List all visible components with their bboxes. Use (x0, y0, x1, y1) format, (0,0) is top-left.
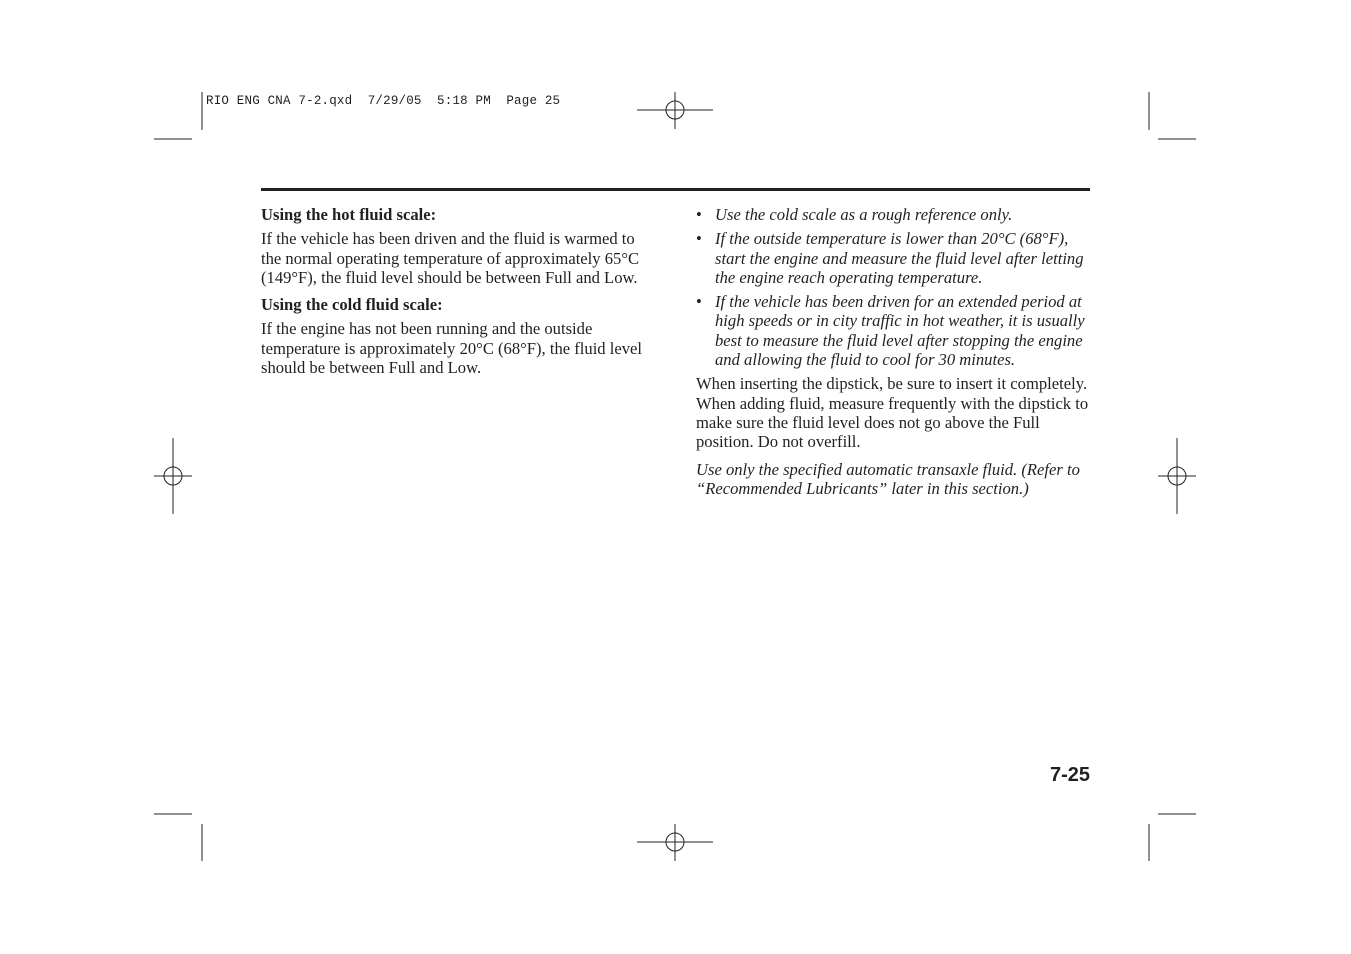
bullet-icon: • (696, 229, 702, 249)
bullet-text: If the vehicle has been driven for an extended period at high speeds or in city traffic in hot weather, it is usually best to measure the fluid level after stopping the engine and allowing the fluid to cool for 30 minutes. (715, 292, 1085, 370)
bullet-text: If the outside temperature is lower than 20°C (68°F), start the engine and measure the fluid level after letting the engine reach operating temperature. (715, 229, 1084, 287)
hot-scale-text: If the vehicle has been driven and the fluid is warmed to the normal operating temperature of approximately 65°C (149°F), the fluid level should be between Full and Low. (261, 229, 640, 287)
list-item (696, 292, 1090, 369)
bullet-icon: • (696, 292, 702, 312)
registration-mark-bottom (637, 824, 713, 861)
bullet-text: Use the cold scale as a rough reference only. (715, 205, 1013, 224)
page-number: 7-25 (1049, 764, 1090, 786)
right-column (696, 205, 1090, 506)
hot-scale-heading: Using the hot fluid scale: (261, 205, 437, 224)
header-rule (261, 188, 1090, 191)
cold-scale-heading: Using the cold fluid scale: (261, 295, 443, 315)
registration-mark-left (154, 438, 192, 514)
list-item (696, 205, 1090, 224)
cold-scale-text: If the engine has not been running and the outside temperature is approximately 20°C (68°F), the fluid level should be between Full and Low. (261, 319, 642, 378)
bullet-list (696, 205, 1090, 369)
left-column (261, 205, 655, 385)
fluid-note: Use only the specified automatic transaxle fluid. (Refer to “Recommended Lubricants” later in this section.) (696, 459, 1080, 498)
bullet-icon: • (696, 205, 702, 224)
list-item (696, 229, 1090, 287)
registration-mark-top (637, 92, 713, 129)
dipstick-text: When inserting the dipstick, be sure to insert it completely. When adding fluid, measure frequently with the dipstick to make sure the fluid level does not go above the Full position. Do not overfill. (696, 374, 1089, 452)
print-slug: RIO ENG CNA 7-2.qxd 7/29/05 5:18 PM Page 25 (206, 94, 561, 108)
registration-mark-right (1158, 438, 1196, 514)
